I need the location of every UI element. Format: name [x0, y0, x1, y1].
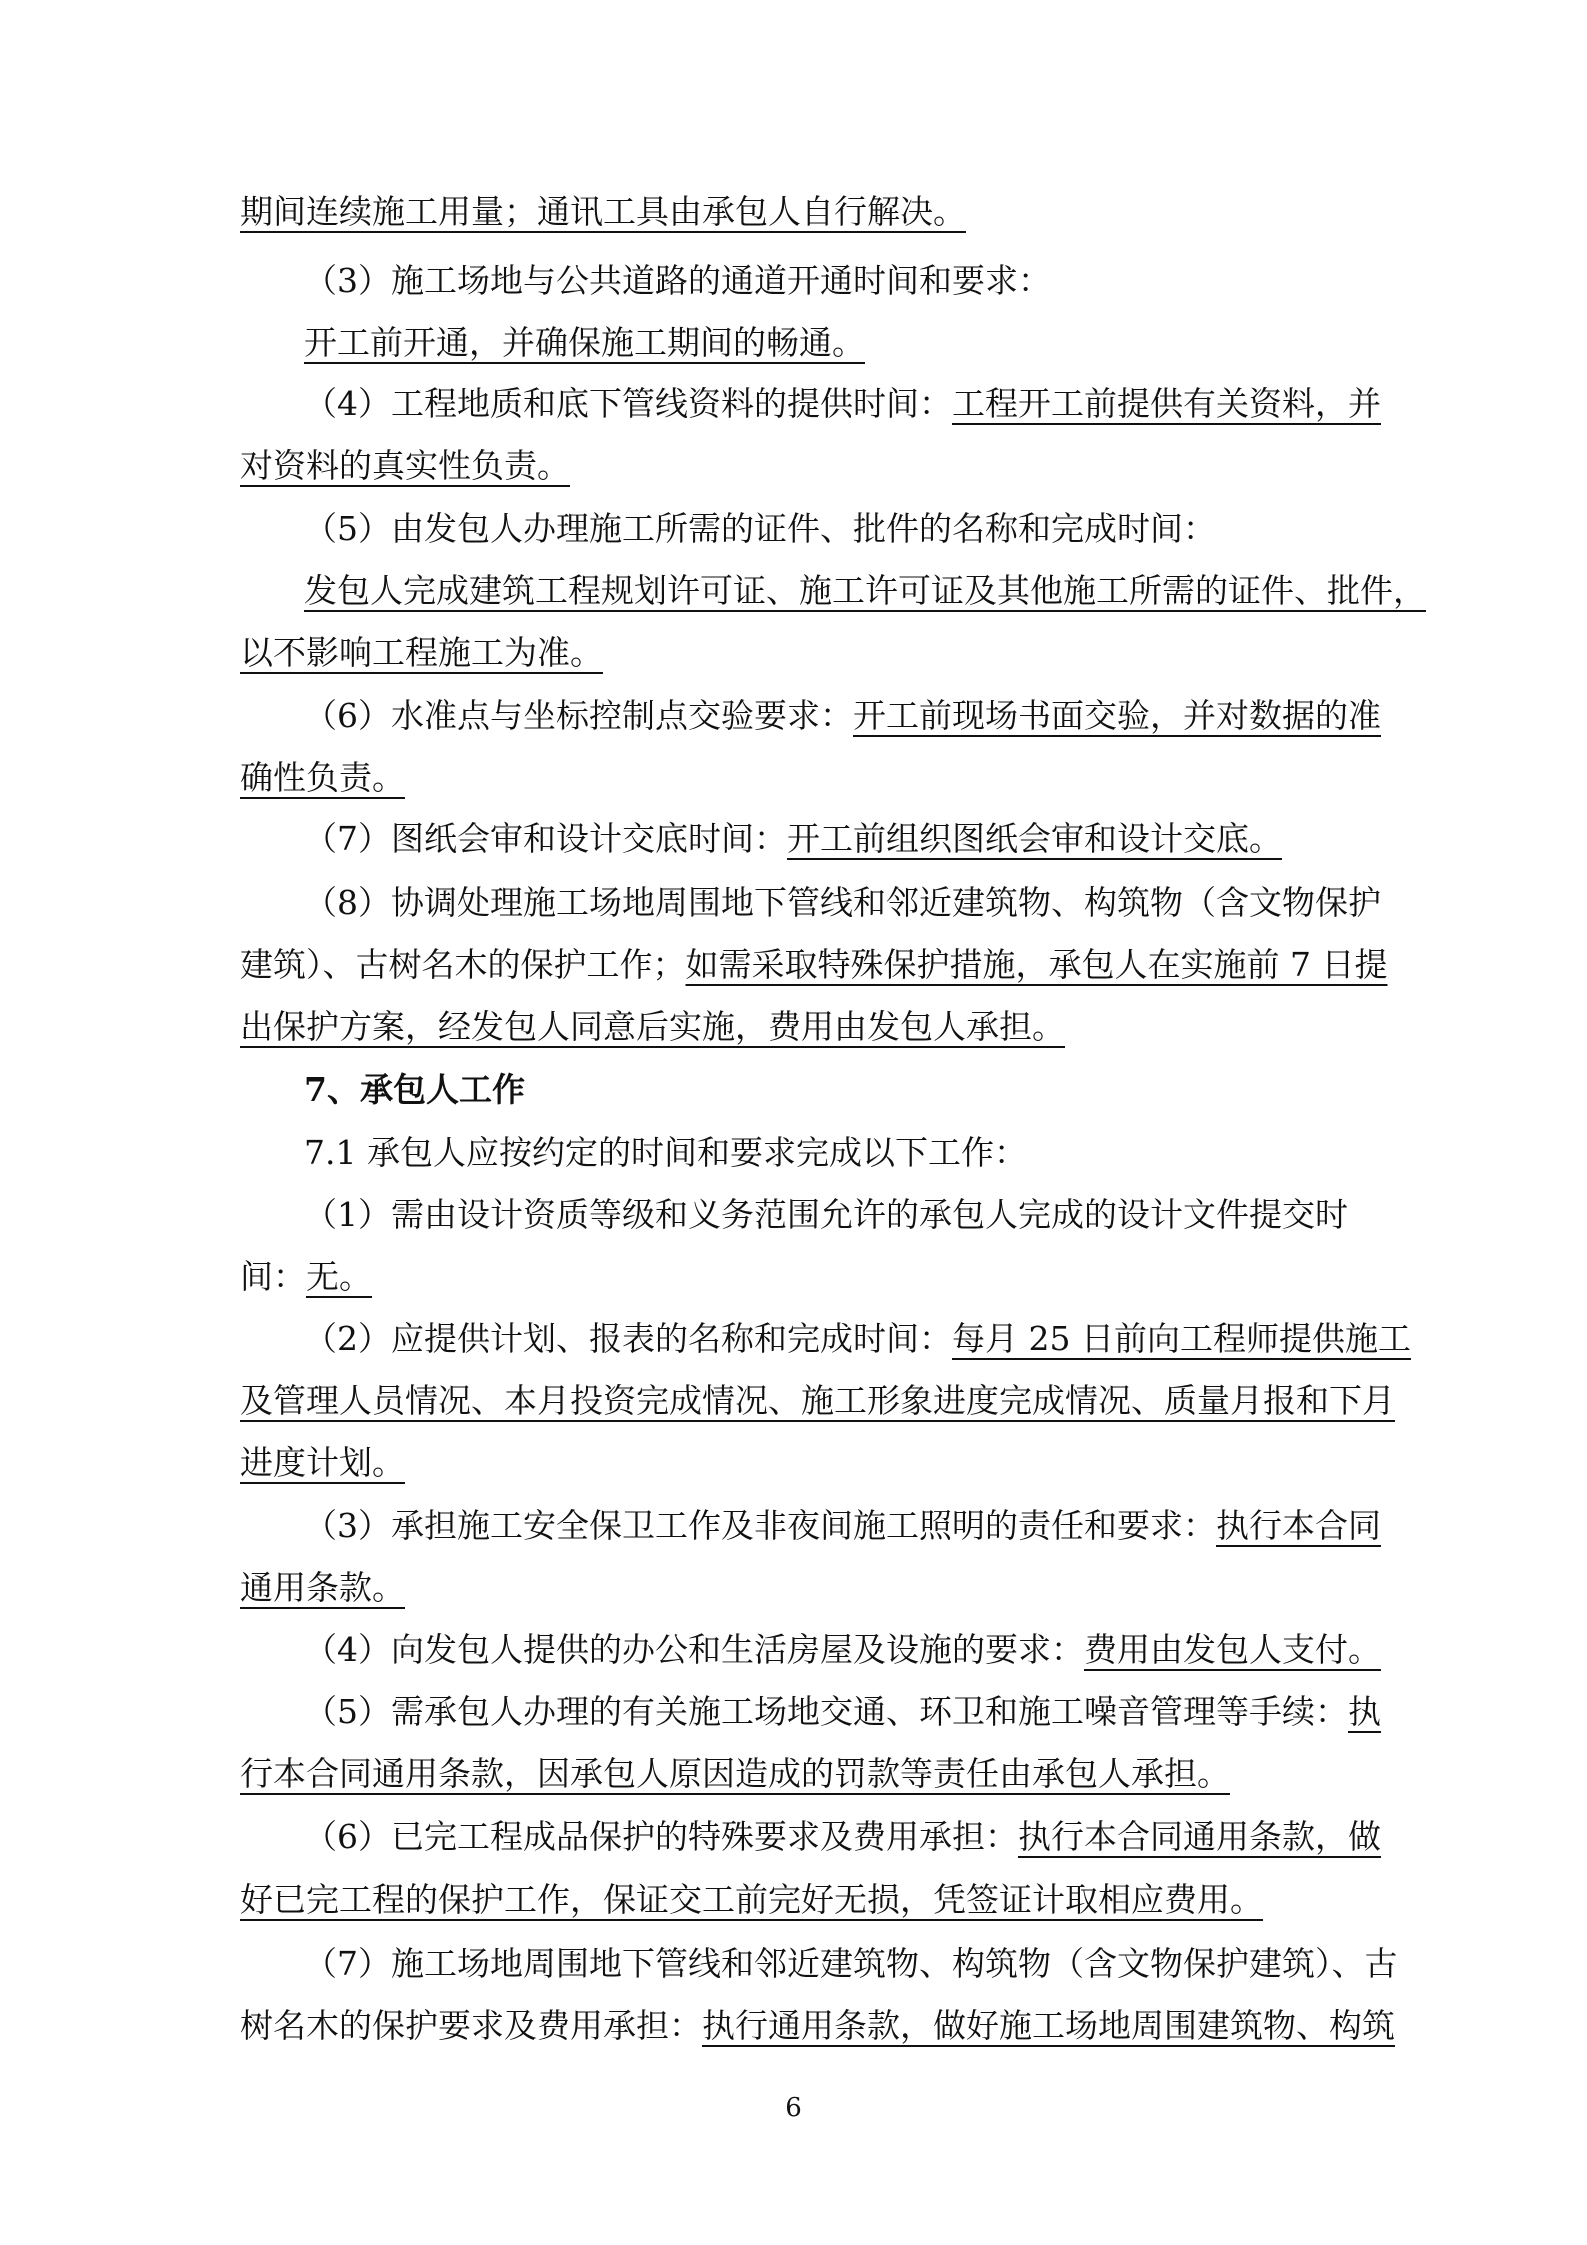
text-line	[240, 1877, 1587, 1923]
filled-text: 行本合同通用条款，因承包人原因造成的罚款等责任由承包人承担。	[240, 1754, 1230, 1793]
filled-text: 发包人完成建筑工程规划许可证、施工许可证及其他施工所需的证件、批件，	[304, 571, 1426, 610]
text-line: （7）施工场地周围地下管线和邻近建筑物、构筑物（含文物保护建筑）、古	[304, 1944, 1398, 1983]
filled-text: 工程开工前提供有关资料，并	[952, 384, 1381, 423]
filled-text: 进度计划。	[240, 1443, 405, 1482]
filled-text: 费用由发包人支付。	[1084, 1630, 1381, 1669]
filled-text: 每月 25 日前向工程师提供施工	[952, 1319, 1411, 1358]
text-line	[240, 942, 1587, 988]
page-number: 6	[785, 2093, 802, 2123]
clause-label: 建筑）、古树名木的保护工作；	[240, 945, 686, 984]
clause-label: （7）图纸会审和设计交底时间：	[304, 819, 787, 858]
text-line	[240, 443, 1587, 489]
text-line	[304, 1627, 1587, 1673]
filled-text: 开工前组织图纸会审和设计交底。	[787, 819, 1282, 858]
text-line: （5）由发包人办理施工所需的证件、批件的名称和完成时间：	[304, 509, 1216, 548]
filled-text: 执行本合同	[1216, 1506, 1381, 1545]
filled-text: 执	[1348, 1692, 1381, 1731]
filled-text: 确性负责。	[240, 758, 405, 797]
clause-label: （4）向发包人提供的办公和生活房屋及设施的要求：	[304, 1630, 1084, 1669]
filled-text: 执行本合同通用条款，做	[1018, 1817, 1381, 1856]
text-line	[240, 2003, 1587, 2049]
filled-text: 对资料的真实性负责。	[240, 446, 570, 485]
filled-text: 及管理人员情况、本月投资完成情况、施工形象进度完成情况、质量月报和下月	[240, 1381, 1395, 1420]
text-line	[240, 1004, 1587, 1050]
filled-text: 以不影响工程施工为准。	[240, 633, 603, 672]
text-line	[304, 1814, 1587, 1860]
text-line	[304, 320, 1587, 366]
text-line: （3）施工场地与公共道路的通道开通时间和要求：	[304, 261, 1051, 300]
text-line	[240, 630, 1587, 676]
filled-text: 出保护方案，经发包人同意后实施，费用由发包人承担。	[240, 1007, 1065, 1046]
clause-label: （6）已完工程成品保护的特殊要求及费用承担：	[304, 1817, 1018, 1856]
clause-label: 树名木的保护要求及费用承担：	[240, 2006, 702, 2045]
filled-text: 执行通用条款，做好施工场地周围建筑物、构筑	[702, 2006, 1395, 2045]
text-line	[304, 816, 1587, 862]
section-heading: 7、承包人工作	[304, 1070, 525, 1109]
filled-text: 如需采取特殊保护措施，承包人在实施前 7 日提	[685, 945, 1388, 984]
filled-text: 无。	[306, 1257, 372, 1296]
clause-label: （2）应提供计划、报表的名称和完成时间：	[304, 1319, 952, 1358]
text-line	[304, 693, 1587, 739]
text-line	[240, 1565, 1587, 1611]
filled-text: 通用条款。	[240, 1568, 405, 1607]
text-line	[240, 1440, 1587, 1486]
text-line: 7.1 承包人应按约定的时间和要求完成以下工作：	[304, 1133, 1027, 1172]
text-line: （8）协调处理施工场地周围地下管线和邻近建筑物、构筑物（含文物保护	[304, 883, 1381, 922]
clause-label: （5）需承包人办理的有关施工场地交通、环卫和施工噪音管理等手续：	[304, 1692, 1348, 1731]
text-line: （1）需由设计资质等级和义务范围允许的承包人完成的设计文件提交时	[304, 1195, 1348, 1234]
text-line	[240, 755, 1587, 801]
text-line	[304, 1689, 1587, 1735]
text-line	[240, 1254, 1587, 1300]
text-line	[304, 568, 1587, 614]
text-line	[304, 381, 1587, 427]
filled-text: 好已完工程的保护工作，保证交工前完好无损，凭签证计取相应费用。	[240, 1880, 1263, 1919]
text-line	[240, 189, 1587, 235]
filled-text: 期间连续施工用量；通讯工具由承包人自行解决。	[240, 192, 966, 231]
clause-label: 间：	[240, 1257, 306, 1296]
clause-label: （3）承担施工安全保卫工作及非夜间施工照明的责任和要求：	[304, 1506, 1216, 1545]
filled-text: 开工前开通，并确保施工期间的畅通。	[304, 323, 865, 362]
text-line	[240, 1378, 1587, 1424]
filled-text: 开工前现场书面交验，并对数据的准	[853, 696, 1381, 735]
text-line	[240, 1751, 1587, 1797]
text-line	[304, 1316, 1587, 1362]
text-line	[304, 1503, 1587, 1549]
clause-label: （4）工程地质和底下管线资料的提供时间：	[304, 384, 952, 423]
clause-label: （6）水准点与坐标控制点交验要求：	[304, 696, 853, 735]
